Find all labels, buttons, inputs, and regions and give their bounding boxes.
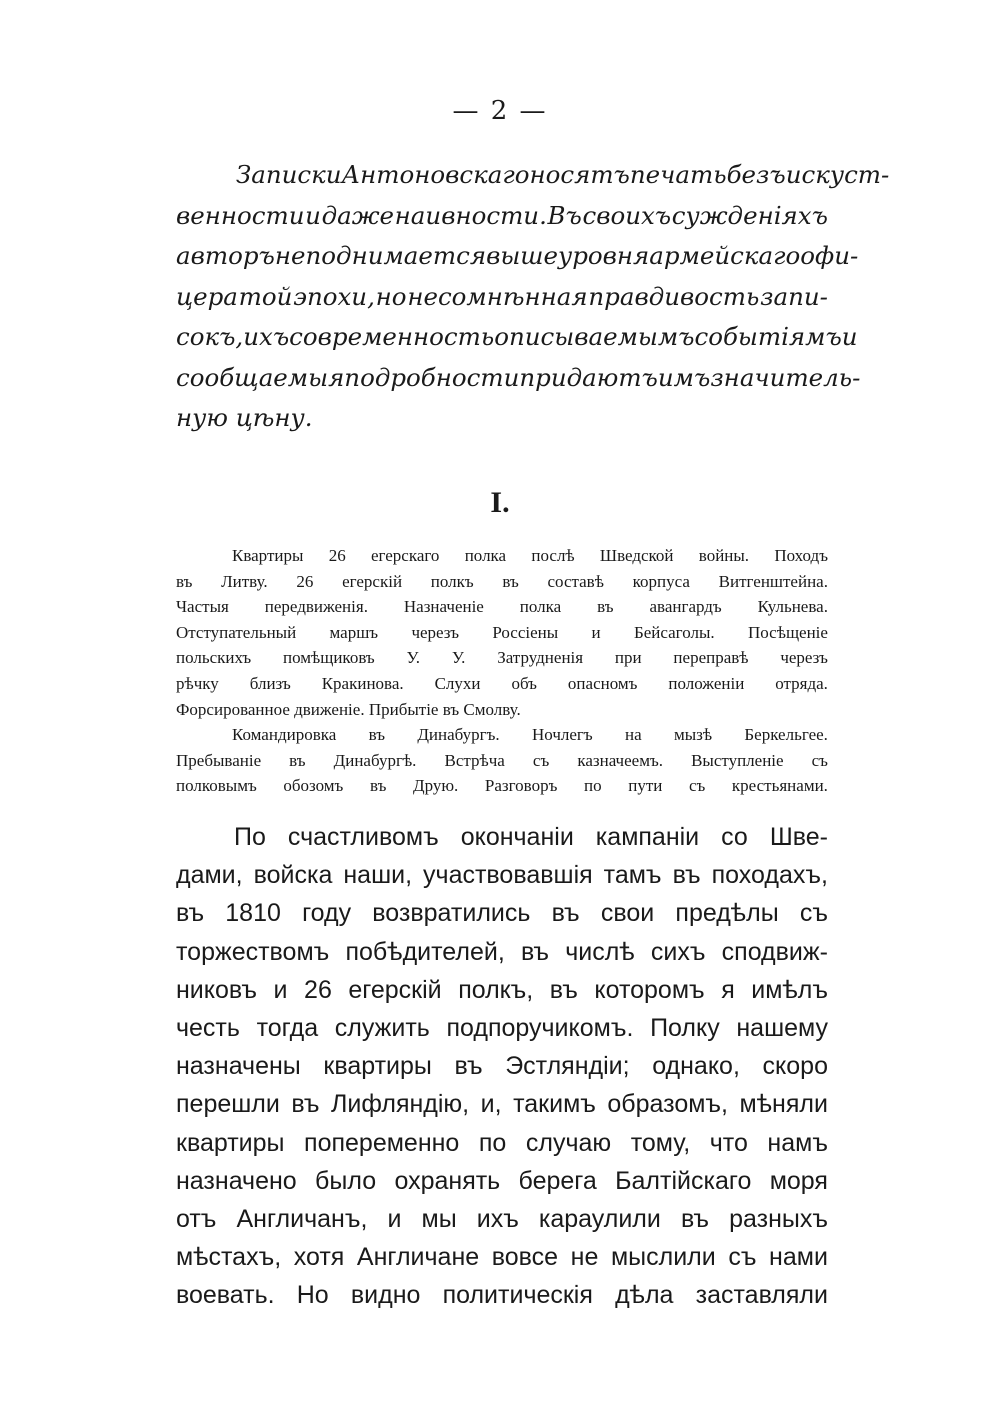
intro-line: сокъ, ихъ современность описываемымъ событіямъ и xyxy=(176,322,858,351)
page-number: — 2 — xyxy=(452,96,548,126)
body-line: квартиры попеременно по случаю тому, что намъ xyxy=(176,1128,828,1157)
summary-line: Отступательный маршъ черезъ Россіены и Бейсаголы. Посѣщеніе xyxy=(176,622,828,642)
intro-line: цера той эпохи, но несомнѣнная правдивость запи- xyxy=(176,281,828,311)
body-line: никовъ и 26 егерскій полкъ, въ которомъ я имѣлъ xyxy=(176,975,828,1004)
intro-paragraph xyxy=(176,155,890,439)
body-line: мѣстахъ, хотя Англичане вовсе не мыслили съ нами xyxy=(176,1243,828,1272)
intro-line: авторъ не поднимается выше уровня армейскаго офи- xyxy=(176,241,859,270)
summary-line: въ Литву. 26 егерскій полкъ въ составѣ корпуса Витгенштейна. xyxy=(176,571,828,591)
body-paragraph xyxy=(176,818,828,1315)
summary-line: Пребываніе въ Динабургѣ. Встрѣча съ казначеемъ. Выступленіе съ xyxy=(176,750,828,770)
intro-line: сообщаемыя подробности придаютъ имъ значитель- xyxy=(176,362,861,392)
body-line: торжествомъ побѣдителей, въ числѣ сихъ сподвиж- xyxy=(176,937,828,966)
chapter-summary xyxy=(176,543,828,799)
body-line: отъ Англичанъ, и мы ихъ караулили въ разныхъ xyxy=(176,1205,828,1234)
body-line: дами, войска наши, участвовавшія тамъ въ походахъ, xyxy=(176,861,828,890)
body-line: воевать. Но видно политическія дѣла заставляли xyxy=(176,1281,828,1310)
body-line: назначено было охранять берега Балтійскаго моря xyxy=(176,1166,828,1195)
summary-line: Квартиры 26 егерскаго полка послѣ Шведской войны. Походъ xyxy=(232,546,828,565)
body-line: честь тогда служить подпоручикомъ. Полку нашему xyxy=(176,1014,828,1043)
body-line: назначены квартиры въ Эстляндіи; однако, скоро xyxy=(176,1052,828,1081)
intro-line: венности и даже наивности. Въ своихъ сужденіяхъ xyxy=(176,200,828,230)
intro-line: ную цѣну. xyxy=(176,403,313,432)
intro-line: Записки Антоновскаго носятъ печать безъискуст- xyxy=(236,160,890,189)
body-line: перешли въ Лифляндію, и, такимъ образомъ, мѣняли xyxy=(176,1090,828,1119)
summary-line: Командировка въ Динабургъ. Ночлегъ на мызѣ Беркельгее. xyxy=(232,725,828,745)
chapter-heading: I. xyxy=(490,486,510,519)
summary-line: польскихъ помѣщиковъ У. У. Затрудненія при переправѣ черезъ xyxy=(176,648,828,668)
body-line: По счастливомъ окончаніи кампаніи со Шве- xyxy=(234,823,828,851)
summary-line: Форсированное движеніе. Прибытіе въ Смолву. xyxy=(176,699,521,719)
summary-line: Частыя передвиженія. Назначеніе полка въ авангардъ Кульнева. xyxy=(176,597,828,617)
summary-line: полковымъ обозомъ въ Друю. Разговоръ по пути съ крестьянами. xyxy=(176,776,828,796)
body-line: въ 1810 году возвратились въ свои предѣлы съ xyxy=(176,899,828,928)
summary-line: рѣчку близъ Кракинова. Слухи объ опасномъ положеніи отряда. xyxy=(176,673,828,693)
